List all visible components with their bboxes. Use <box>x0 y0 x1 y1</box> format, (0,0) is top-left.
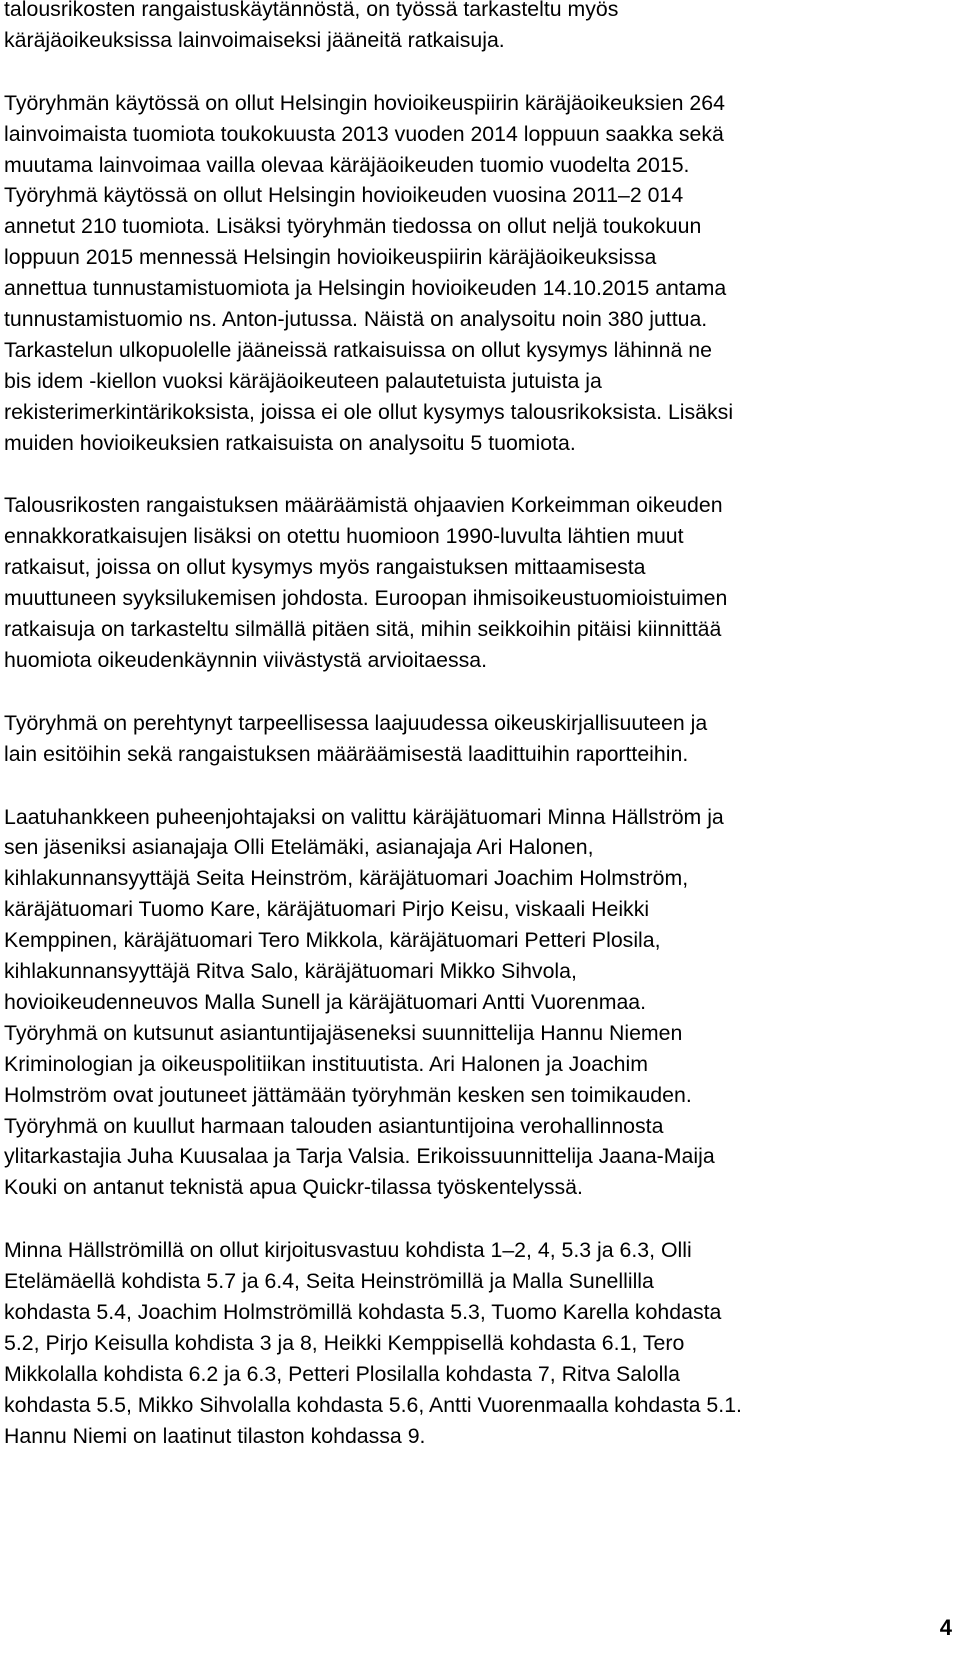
text-line: Holmström ovat joutuneet jättämään työryhmän kesken sen toimikauden. <box>4 1082 692 1107</box>
text-line: muutama lainvoimaa vailla olevaa käräjäoikeuden tuomio vuodelta 2015. <box>4 152 690 177</box>
text-line: ylitarkastajia Juha Kuusalaa ja Tarja Valsia. Erikoissuunnittelija Jaana-Maija <box>4 1144 715 1169</box>
paragraph-intro-continued <box>4 0 954 56</box>
text-line: ratkaisuja on tarkasteltu silmällä pitäen sitä, mihin seikkoihin pitäisi kiinnittää <box>4 617 722 642</box>
text-line: kohdasta 5.4, Joachim Holmströmillä kohdasta 5.3, Tuomo Karella kohdasta <box>4 1299 722 1324</box>
text-line: talousrikosten rangaistuskäytännöstä, on työssä tarkasteltu myös <box>4 0 619 21</box>
text-line: Työryhmän käytössä on ollut Helsingin hovioikeuspiirin käräjäoikeuksien 264 <box>4 90 725 115</box>
text-line: Kriminologian ja oikeuspolitiikan instituutista. Ari Halonen ja Joachim <box>4 1051 648 1076</box>
text-line: ennakkoratkaisujen lisäksi on otettu huomioon 1990-luvulta lähtien muut <box>4 524 684 549</box>
text-line: muuttuneen syyksilukemisen johdosta. Euroopan ihmisoikeustuomioistuimen <box>4 586 728 611</box>
text-line: lain esitöihin sekä rangaistuksen määräämisestä laadittuihin raportteihin. <box>4 741 689 766</box>
text-line: Hannu Niemi on laatinut tilaston kohdassa 9. <box>4 1423 426 1448</box>
text-line: tunnustamistuomio ns. Anton-jutussa. Näistä on analysoitu noin 380 juttua. <box>4 307 708 332</box>
text-line: hovioikeudenneuvos Malla Sunell ja käräjätuomari Antti Vuorenmaa. <box>4 989 647 1014</box>
text-line: kohdasta 5.5, Mikko Sihvolalla kohdasta 5.6, Antti Vuorenmaalla kohdasta 5.1. <box>4 1392 742 1417</box>
text-line: Tarkastelun ulkopuolelle jääneissä ratkaisuissa on ollut kysymys lähinnä ne <box>4 337 712 362</box>
text-line: kihlakunnansyyttäjä Ritva Salo, käräjätuomari Mikko Sihvola, <box>4 959 577 984</box>
text-line: käräjätuomari Tuomo Kare, käräjätuomari Pirjo Keisu, viskaali Heikki <box>4 897 650 922</box>
text-line: Talousrikosten rangaistuksen määräämistä ohjaavien Korkeimman oikeuden <box>4 493 723 518</box>
text-line: lainvoimaista tuomiota toukokuusta 2013 vuoden 2014 loppuun saakka sekä <box>4 121 724 146</box>
paragraph-members <box>4 802 954 1204</box>
text-line: Työryhmä on kuullut harmaan talouden asiantuntijoina verohallinnosta <box>4 1113 664 1138</box>
text-line: rekisterimerkintärikoksista, joissa ei ole ollut kysymys talousrikoksista. Lisäksi <box>4 399 734 424</box>
text-line: Kemppinen, käräjätuomari Tero Mikkola, käräjätuomari Petteri Plosila, <box>4 928 661 953</box>
text-line: Etelämäellä kohdista 5.7 ja 6.4, Seita Heinströmillä ja Malla Sunellilla <box>4 1269 654 1294</box>
text-line: annettua tunnustamistuomiota ja Helsingin hovioikeuden 14.10.2015 antama <box>4 276 727 301</box>
paragraph-precedents <box>4 490 954 675</box>
paragraph-materials <box>4 88 954 459</box>
text-line: bis idem -kiellon vuoksi käräjäoikeuteen palautetuista jutuista ja <box>4 368 602 393</box>
paragraph-gap <box>4 676 954 708</box>
document-page <box>4 0 954 1451</box>
text-line: Työryhmä käytössä on ollut Helsingin hovioikeuden vuosina 2011–2 014 <box>4 183 684 208</box>
text-line: Työryhmä on kutsunut asiantuntijajäseneksi suunnittelija Hannu Niemen <box>4 1020 683 1045</box>
text-line: muiden hovioikeuksien ratkaisuista on analysoitu 5 tuomiota. <box>4 430 576 455</box>
paragraph-gap <box>4 1203 954 1235</box>
text-line: käräjäoikeuksissa lainvoimaiseksi jääneitä ratkaisuja. <box>4 27 505 52</box>
text-line: huomiota oikeudenkäynnin viivästystä arvioitaessa. <box>4 647 487 672</box>
text-line: 5.2, Pirjo Keisulla kohdista 3 ja 8, Heikki Kemppisellä kohdasta 6.1, Tero <box>4 1330 685 1355</box>
paragraph-gap <box>4 770 954 802</box>
paragraph-literature <box>4 708 954 770</box>
text-line: Kouki on antanut teknistä apua Quickr-tilassa työskentelyssä. <box>4 1175 583 1200</box>
paragraph-gap <box>4 56 954 88</box>
text-line: Minna Hällströmillä on ollut kirjoitusvastuu kohdista 1–2, 4, 5.3 ja 6.3, Olli <box>4 1238 692 1263</box>
text-line: Työryhmä on perehtynyt tarpeellisessa laajuudessa oikeuskirjallisuuteen ja <box>4 710 708 735</box>
paragraph-authorship <box>4 1235 954 1451</box>
text-line: Mikkolalla kohdista 6.2 ja 6.3, Petteri Plosilalla kohdasta 7, Ritva Salolla <box>4 1361 680 1386</box>
page-number: 4 <box>939 1615 952 1640</box>
text-line: annetut 210 tuomiota. Lisäksi työryhmän tiedossa on ollut neljä toukokuun <box>4 214 702 239</box>
text-line: Laatuhankkeen puheenjohtajaksi on valittu käräjätuomari Minna Hällström ja <box>4 804 724 829</box>
text-line: ratkaisut, joissa on ollut kysymys myös rangaistuksen mittaamisesta <box>4 555 646 580</box>
paragraph-gap <box>4 458 954 490</box>
text-line: kihlakunnansyyttäjä Seita Heinström, käräjätuomari Joachim Holmström, <box>4 866 689 891</box>
text-line: sen jäseniksi asianajaja Olli Etelämäki, asianajaja Ari Halonen, <box>4 835 594 860</box>
text-line: loppuun 2015 mennessä Helsingin hovioikeuspiirin käräjäoikeuksissa <box>4 245 657 270</box>
